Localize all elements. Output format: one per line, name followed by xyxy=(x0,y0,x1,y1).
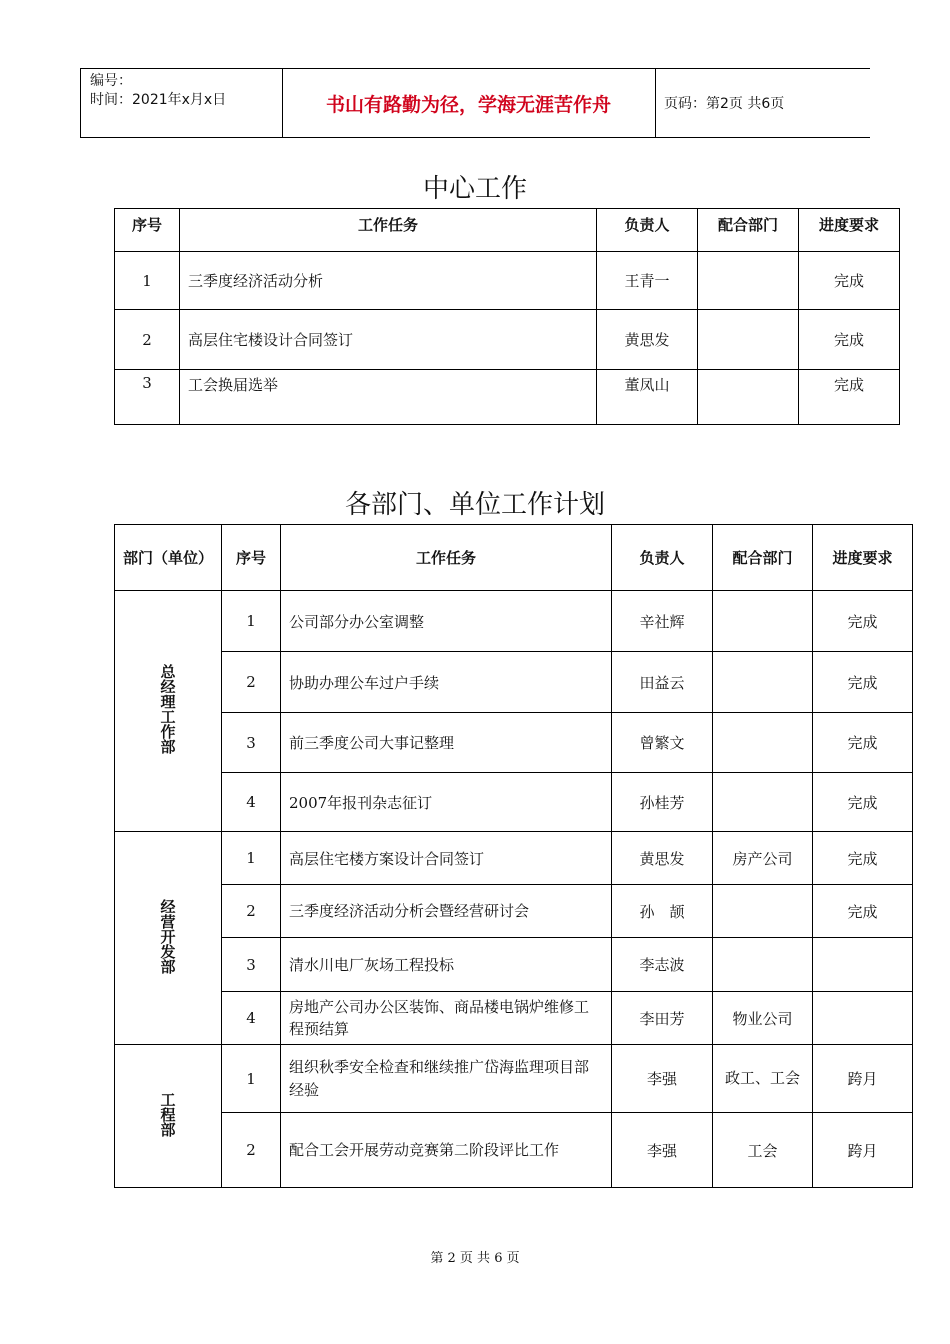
row-owner: 田益云 xyxy=(612,652,713,713)
row-no: 3 xyxy=(222,938,281,992)
row-progress: 完成 xyxy=(799,252,900,310)
col-header-task: 工作任务 xyxy=(180,209,597,252)
row-task: 工会换届选举 xyxy=(180,370,597,425)
col-header-task: 工作任务 xyxy=(281,525,612,591)
header-divider xyxy=(80,69,81,137)
table-row xyxy=(115,370,900,425)
col-header-dept: 部门（单位） xyxy=(115,525,222,591)
dept-name: 经营开发部 xyxy=(158,898,177,974)
row-partner xyxy=(713,591,813,652)
col-header-progress: 进度要求 xyxy=(799,209,900,252)
row-owner: 孙桂芳 xyxy=(612,773,713,832)
row-owner: 李强 xyxy=(612,1045,713,1113)
center-work-title: 中心工作 xyxy=(422,174,527,204)
row-no: 1 xyxy=(222,1045,281,1113)
row-owner: 辛社辉 xyxy=(612,591,713,652)
dept-plan-title: 各部门、单位工作计划 xyxy=(344,490,605,520)
row-owner: 黄思发 xyxy=(597,310,698,370)
row-task: 2007年报刊杂志征订 xyxy=(281,773,612,832)
table-row xyxy=(115,832,913,885)
row-partner xyxy=(713,773,813,832)
row-partner xyxy=(713,938,813,992)
row-task: 协助办理公车过户手续 xyxy=(281,652,612,713)
dept-plan-table xyxy=(114,524,913,1188)
row-no: 2 xyxy=(115,310,180,370)
row-task: 组织秋季安全检查和继续推广岱海监理项目部经验 xyxy=(281,1045,612,1113)
col-header-progress: 进度要求 xyxy=(813,525,913,591)
row-progress: 完成 xyxy=(813,773,913,832)
col-header-no: 序号 xyxy=(115,209,180,252)
table-row xyxy=(115,591,913,652)
dept-name-cell xyxy=(115,591,222,832)
row-no: 3 xyxy=(222,713,281,773)
table-row xyxy=(115,938,913,992)
row-progress: 完成 xyxy=(799,370,900,425)
dept-name: 总经理工作部 xyxy=(158,664,177,754)
row-progress xyxy=(813,938,913,992)
row-progress: 完成 xyxy=(799,310,900,370)
time-label: 时间：2021年x月x日 xyxy=(90,92,227,108)
table-row xyxy=(115,885,913,938)
row-task: 高层住宅楼方案设计合同签订 xyxy=(281,832,612,885)
row-progress: 完成 xyxy=(813,591,913,652)
row-no: 2 xyxy=(222,652,281,713)
col-header-partner: 配合部门 xyxy=(713,525,813,591)
row-progress: 跨月 xyxy=(813,1113,913,1188)
row-no: 2 xyxy=(222,885,281,938)
row-partner: 政工、工会 xyxy=(713,1045,813,1113)
table-row xyxy=(115,1113,913,1188)
row-owner: 李志波 xyxy=(612,938,713,992)
row-task: 房地产公司办公区装饰、商品楼电锅炉维修工程预结算 xyxy=(281,992,612,1045)
header-motto: 书山有路勤为径，学海无涯苦作舟 xyxy=(325,93,611,116)
row-owner: 李田芳 xyxy=(612,992,713,1045)
col-header-no: 序号 xyxy=(222,525,281,591)
header-page-label: 页码：第2页 共6页 xyxy=(664,96,785,112)
header-meta xyxy=(90,72,226,110)
row-progress: 完成 xyxy=(813,713,913,773)
row-partner xyxy=(713,713,813,773)
row-partner: 工会 xyxy=(713,1113,813,1188)
row-partner xyxy=(698,252,799,310)
dept-name: 工程部 xyxy=(158,1091,177,1137)
row-no: 3 xyxy=(115,370,180,425)
row-task: 公司部分办公室调整 xyxy=(281,591,612,652)
row-task: 三季度经济活动分析 xyxy=(180,252,597,310)
row-task: 配合工会开展劳动竞赛第二阶段评比工作 xyxy=(281,1113,612,1188)
row-progress: 完成 xyxy=(813,652,913,713)
row-owner: 黄思发 xyxy=(612,832,713,885)
row-partner xyxy=(713,885,813,938)
table-row xyxy=(115,713,913,773)
table-row xyxy=(115,652,913,713)
row-no: 4 xyxy=(222,992,281,1045)
table-row xyxy=(115,252,900,310)
col-header-owner: 负责人 xyxy=(597,209,698,252)
row-no: 1 xyxy=(115,252,180,310)
page-header xyxy=(80,68,870,138)
row-task: 清水川电厂灰场工程投标 xyxy=(281,938,612,992)
table-row xyxy=(115,992,913,1045)
row-progress: 跨月 xyxy=(813,1045,913,1113)
table-row xyxy=(115,1045,913,1113)
row-partner: 物业公司 xyxy=(713,992,813,1045)
dept-name-cell xyxy=(115,832,222,1045)
row-partner xyxy=(713,652,813,713)
row-owner: 王青一 xyxy=(597,252,698,310)
page-footer: 第 2 页 共 6 页 xyxy=(430,1251,520,1266)
row-owner: 曾繁文 xyxy=(612,713,713,773)
center-work-table xyxy=(114,208,900,425)
row-no: 1 xyxy=(222,832,281,885)
row-no: 4 xyxy=(222,773,281,832)
row-owner: 孙 颉 xyxy=(612,885,713,938)
row-no: 1 xyxy=(222,591,281,652)
row-progress: 完成 xyxy=(813,885,913,938)
row-progress: 完成 xyxy=(813,832,913,885)
table-row xyxy=(115,773,913,832)
row-partner xyxy=(698,370,799,425)
row-owner: 李强 xyxy=(612,1113,713,1188)
row-owner: 董凤山 xyxy=(597,370,698,425)
col-header-partner: 配合部门 xyxy=(698,209,799,252)
row-task: 高层住宅楼设计合同签订 xyxy=(180,310,597,370)
row-partner xyxy=(698,310,799,370)
table-header-row xyxy=(115,525,913,591)
table-header-row xyxy=(115,209,900,252)
col-header-owner: 负责人 xyxy=(612,525,713,591)
row-partner: 房产公司 xyxy=(713,832,813,885)
row-no: 2 xyxy=(222,1113,281,1188)
row-task: 前三季度公司大事记整理 xyxy=(281,713,612,773)
row-progress xyxy=(813,992,913,1045)
header-divider xyxy=(655,69,656,137)
dept-name-cell xyxy=(115,1045,222,1188)
row-task: 三季度经济活动分析会暨经营研讨会 xyxy=(281,885,612,938)
table-row xyxy=(115,310,900,370)
number-label: 编号： xyxy=(90,73,132,89)
